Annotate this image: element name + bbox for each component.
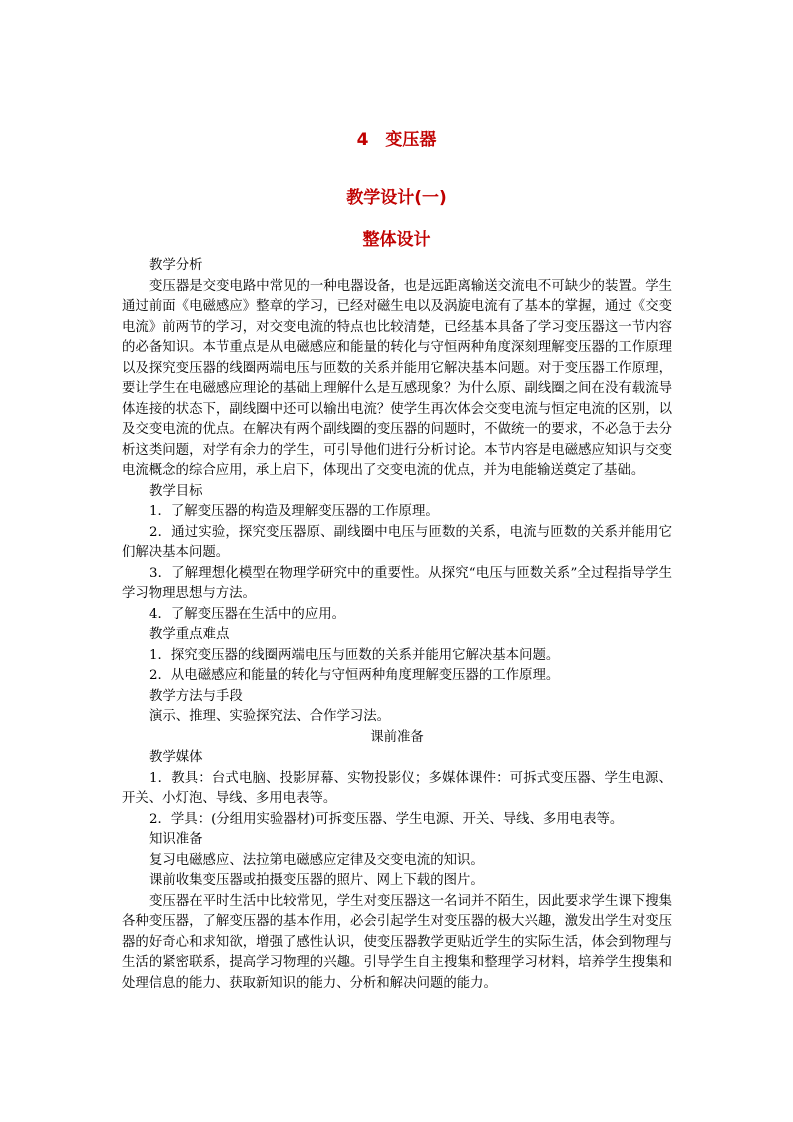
paragraph: 教学目标 <box>149 483 203 499</box>
paragraph: 1．探究变压器的线圈两端电压与匝数的关系并能用它解决基本问题。 <box>149 647 560 663</box>
section-heading: 整体设计 <box>362 230 431 250</box>
paragraph: 2．学具：(分组用实验器材)可拆变压器、学生电源、开关、导线、多用电表等。 <box>149 811 624 827</box>
paragraph: 变压器是交变电路中常见的一种电器设备，也是远距离输送交流电不可缺少的装置。学生通过前面《电磁感应》整章的学习，已经对磁生电以及涡旋电流有了基本的掌握，通过《交变电流》前两节的学习，对交变电流的特点也比较清楚，已经基本具备了学习变压器这一节内容的必备知识。本节重点是从电磁感应和能量的转化与守恒两种角度深刻理解变压器的工作原理以及探究变压器的线圈两端电压与匝数的关系并能用它解决基本问题。对于变压器工作原理，要让学生在电磁感应理论的基础上理解什么是互感现象？为什么原、副线圈之间在没有载流导体连接的状态下，副线圈中还可以输出电流？使学生再次体会交变电流与恒定电流的区别，以及交变电流的优点。在解决有两个副线圈的变压器的问题时，不做统一的要求，不必急于去分析这类问题，对学有余力的学生，可引导他们进行分析讨论。本节内容是电磁感应知识与交变电流概念的综合应用，承上启下，体现出了交变电流的优点，并为电能输送奠定了基础。 <box>122 278 672 478</box>
paragraph: 4．了解变压器在生活中的应用。 <box>149 606 345 622</box>
paragraph: 演示、推理、实验探究法、合作学习法。 <box>149 709 391 724</box>
paragraph: 教学重点难点 <box>149 627 230 642</box>
paragraph: 2．从电磁感应和能量的转化与守恒两种角度理解变压器的工作原理。 <box>149 668 560 683</box>
paragraph: 知识准备 <box>149 832 203 847</box>
paragraph: 1．了解变压器的构造及理解变压器的工作原理。 <box>149 504 439 519</box>
paragraph: 复习电磁感应、法拉第电磁感应定律及交变电流的知识。 <box>149 852 484 868</box>
paragraph: 1．教具：台式电脑、投影屏幕、实物投影仪；多媒体课件：可拆式变压器、学生电源、开关、小灯泡、导线、多用电表等。 <box>122 770 672 806</box>
paragraph: 变压器在平时生活中比较常见，学生对变压器这一名词并不陌生，因此要求学生课下搜集各种变压器，了解变压器的基本作用，必会引起学生对变压器的极大兴趣，激发出学生对变压器的好奇心和求知欲，增强了感性认识，使变压器教学更贴近学生的实际生活，体会到物理与生活的紧密联系，提高学习物理的兴趣。引导学生自主搜集和整理学习材料，培养学生搜集和处理信息的能力、获取新知识的能力、分析和解决问题的能力。 <box>122 893 672 991</box>
page-title: 4 变压器 <box>356 130 437 150</box>
paragraph: 教学媒体 <box>149 750 203 765</box>
paragraph: 教学方法与手段 <box>149 688 243 704</box>
document-body <box>122 256 672 994</box>
paragraph: 3．了解理想化模型在物理学研究中的重要性。从探究“电压与匝数关系”全过程指导学生学习物理思想与方法。 <box>122 565 672 601</box>
paragraph: 2．通过实验，探究变压器原、副线圈中电压与匝数的关系，电流与匝数的关系并能用它们解决基本问题。 <box>122 524 672 560</box>
paragraph: 课前收集变压器或拍摄变压器的照片、网上下载的图片。 <box>149 873 484 888</box>
design-subtitle: 教学设计(一) <box>346 188 447 208</box>
section-subheading: 课前准备 <box>370 729 424 745</box>
paragraph: 教学分析 <box>149 258 203 273</box>
